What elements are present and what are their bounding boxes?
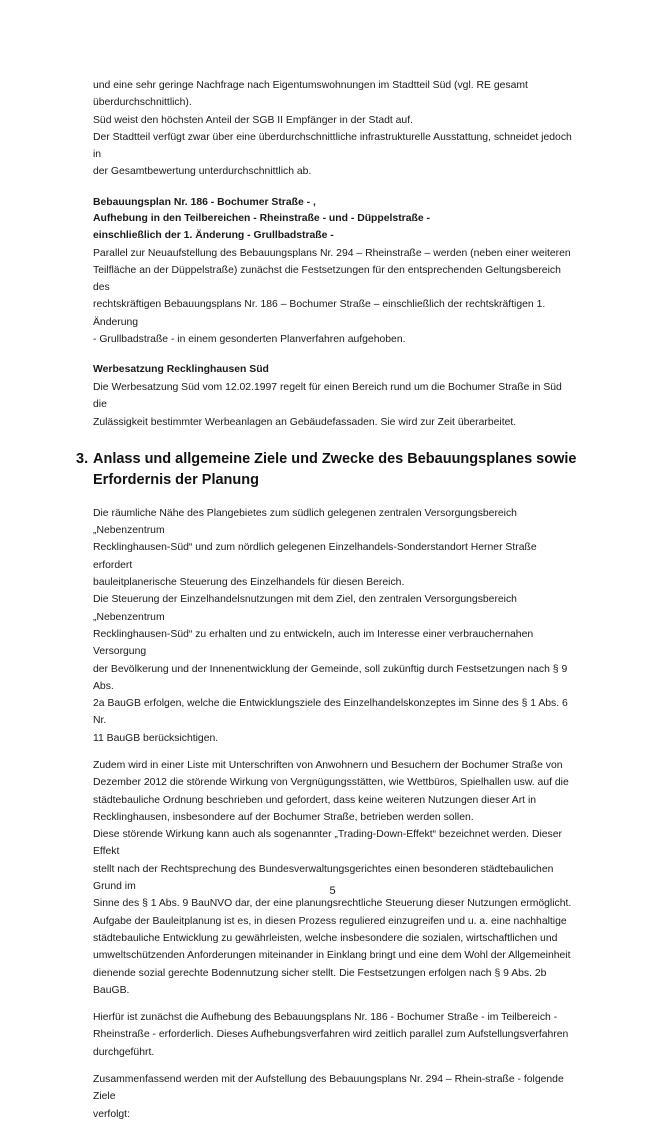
section-paragraph-1: Die räumliche Nähe des Plangebietes zum südlich gelegenen zentralen Versorgungsbereich „Nebenzentrum Recklinghausen-Süd“ und zum nördlich gelegenen Einzelhandels-Sonderstandort Herner Straße erfordert bauleitplanerische Steuerung des Einzelhandels für diesen Bereich. xyxy=(93,507,537,589)
intro-paragraph-2: Süd weist den höchsten Anteil der SGB II Empfänger in der Stadt auf. xyxy=(93,114,413,126)
bplan-186-heading: Bebauungsplan Nr. 186 - Bochumer Straße - , Aufhebung in den Teilbereichen - Rheinstraße - und - Düppelstraße - einschließlich der 1. Änderung - Grullbadstraße - xyxy=(93,196,430,241)
section-paragraph-3: Zudem wird in einer Liste mit Unterschriften von Anwohnern und Besuchern der Bochumer Straße von Dezember 2012 die störende Wirkung von Vergnügungsstätten, wie Wettbüros, Spielhallen usw. auf die städtebauliche Ordnung beschrieben und gefordert, dass keine weiteren Nutzungen dieser Art in Recklinghausen, insbesondere auf der Bochumer Straße, betrieben werden sollen. xyxy=(93,759,569,823)
page-content xyxy=(76,77,577,1123)
section-paragraph-6: Hierfür ist zunächst die Aufhebung des Bebauungsplans Nr. 186 - Bochumer Straße - im Teilbereich - Rheinstraße - erforderlich. Dieses Aufhebungsverfahren wird zeitlich parallel zum Aufstellungsverfahren durchgeführt. xyxy=(93,1012,569,1058)
werbesatzung-heading: Werbesatzung Recklinghausen Süd xyxy=(93,364,269,376)
page-number: 5 xyxy=(329,885,336,897)
intro-paragraph-1: und eine sehr geringe Nachfrage nach Eigentumswohnungen im Stadtteil Süd (vgl. RE gesamt überdurchschnittlich). xyxy=(93,80,528,109)
section-paragraph-5: Aufgabe der Bauleitplanung ist es, in diesen Prozess reguliered einzugreifen und u. a. eine nachhaltige städtebauliche Entwicklung zu gewährleisten, welche insbesondere die sozialen, wirtschaftlichen und umweltschützenden Anforderungen miteinander in Einklang bringt und eine dem Wohl der Allgemeinheit dienende sozial gerechte Bodennutzung sicher stellt. Die Festsetzungen erfolgen nach § 9 Abs. 2b BauGB. xyxy=(93,915,571,996)
werbesatzung-text: Die Werbesatzung Süd vom 12.02.1997 regelt für einen Bereich rund um die Bochumer Straße in Süd die Zulässigkeit bestimmter Werbeanlagen an Gebäudefassaden. Sie wird zur Zeit überarbeitet. xyxy=(93,381,562,428)
section-paragraph-7: Zusammenfassend werden mit der Aufstellung des Bebauungsplans Nr. 294 – Rhein-straße - folgende Ziele verfolgt: xyxy=(93,1074,564,1120)
section-number: 3. xyxy=(76,450,89,467)
section-paragraph-2: Die Steuerung der Einzelhandelsnutzungen mit dem Ziel, den zentralen Versorgungsbereich „Nebenzentrum Recklinghausen-Süd“ zu erhalten und zu entwickeln, auch im Interesse einer verbrauchernahen Versorgung der Bevölkerung und der Innenentwicklung der Gemeinde, soll zukünftig durch Festsetzungen nach § 9 Abs. 2a BauGB erfolgen, welche die Entwicklungsziele des Einzelhandelskonzeptes im Sinne des § 1 Abs. 6 Nr. 11 BauGB berücksichtigen. xyxy=(93,594,568,744)
section-3-heading xyxy=(76,449,577,491)
bplan-186-text: Parallel zur Neuaufstellung des Bebauungsplans Nr. 294 – Rheinstraße – werden (neben einer weiteren Teilfläche an der Düppelstraße) zunächst die Festsetzungen für den entsprechenden Geltungsbereich des rechtskräftigen Bebauungsplans Nr. 186 – Bochumer Straße – einschließlich der rechtskräftigen 1. Änderung - Grullbadstraße - in einem gesonderten Planverfahren aufgehoben. xyxy=(93,247,571,346)
intro-paragraph-3: Der Stadtteil verfügt zwar über eine überdurchschnittliche infrastrukturelle Ausstattung, schneidet jedoch in der Gesamtbewertung unterdurchschnittlich ab. xyxy=(93,131,572,178)
section-paragraph-4: Diese störende Wirkung kann auch als sogenannter „Trading-Down-Effekt“ bezeichnet werden. Dieser Effekt stellt nach der Rechtsprechung des Bundesverwaltungsgerichtes einen besonderen städtebaulichen Grund im Sinne des § 1 Abs. 9 BauNVO dar, der eine planungsrechtliche Steuerung dieser Nutzungen ermöglicht. xyxy=(93,829,572,910)
section-title: Anlass und allgemeine Ziele und Zwecke des Bebauungsplanes sowie Erfordernis der Planung xyxy=(93,450,577,488)
